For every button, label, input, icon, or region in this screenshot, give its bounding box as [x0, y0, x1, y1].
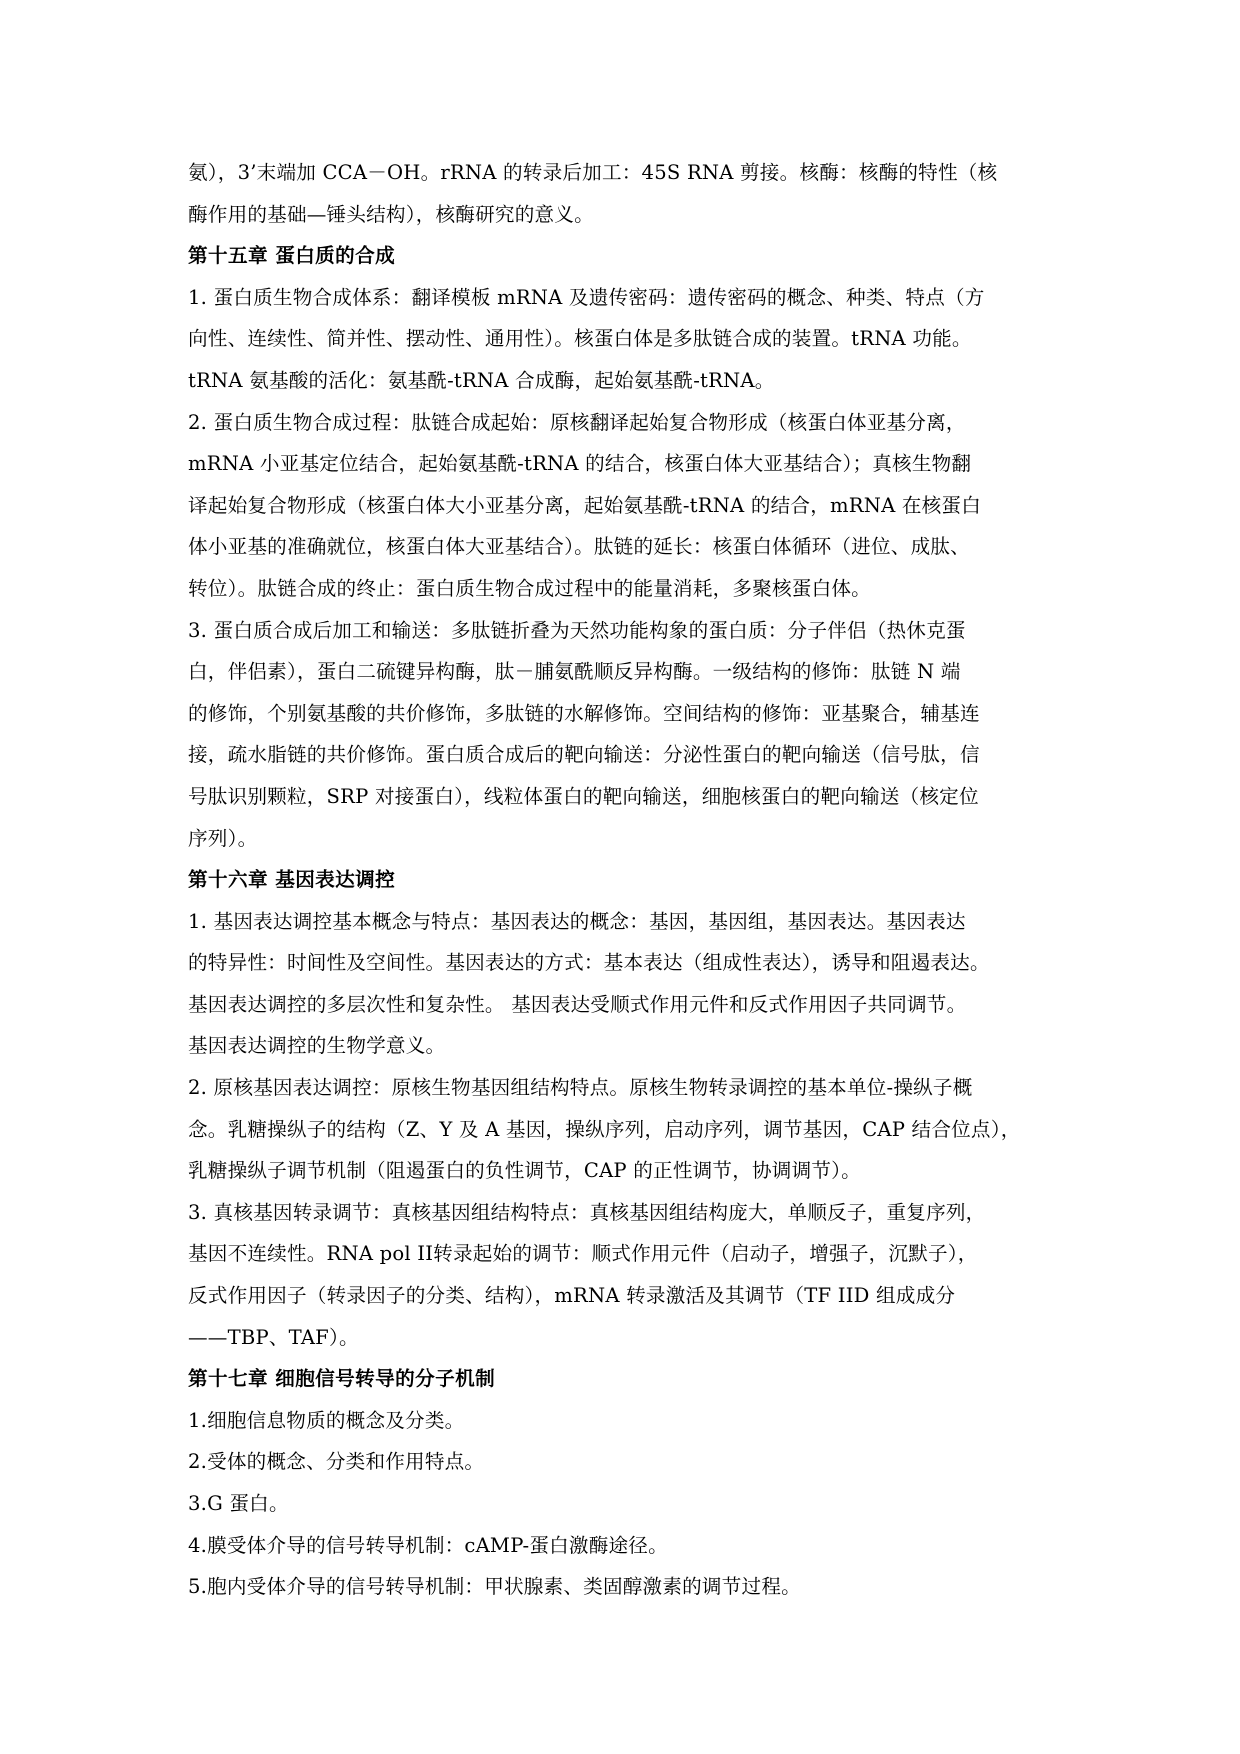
text-line: 2. 原核基因表达调控：原核生物基因组结构特点。原核生物转录调控的基本单位-操纵子概: [188, 1076, 973, 1100]
text-line: mRNA 小亚基定位结合，起始氨基酰-tRNA 的结合，核蛋白体大亚基结合）；真核生物翻: [188, 452, 972, 476]
text-line: 3. 真核基因转录调节：真核基因组结构特点：真核基因组结构庞大，单顺反子，重复序列，: [188, 1200, 986, 1224]
text-line: 号肽识别颗粒，SRP 对接蛋白），线粒体蛋白的靶向输送，细胞核蛋白的靶向输送（核定位: [188, 784, 979, 808]
chapter-heading: 第十五章 蛋白质的合成: [188, 244, 396, 268]
text-line: 5.胞内受体介导的信号转导机制：甲状腺素、类固醇激素的调节过程。: [188, 1575, 801, 1599]
text-line: tRNA 氨基酸的活化：氨基酰-tRNA 合成酶，起始氨基酰-tRNA。: [188, 368, 775, 392]
text-line: ——TBP、TAF）。: [188, 1325, 359, 1349]
text-line: 酶作用的基础—锤头结构），核酶研究的意义。: [188, 202, 594, 226]
text-line: 3.G 蛋白。: [188, 1492, 289, 1515]
text-line: 转位）。肽链合成的终止：蛋白质生物合成过程中的能量消耗，多聚核蛋白体。: [188, 576, 871, 600]
text-line: 念。乳糖操纵子的结构（Z、Y 及 A 基因，操纵序列，启动序列，调节基因，CAP 结合位点），: [188, 1117, 1021, 1141]
text-line: 向性、连续性、简并性、摆动性、通用性）。核蛋白体是多肽链合成的装置。tRNA 功能。: [188, 327, 972, 351]
text-line: 白，伴侣素），蛋白二硫键异构酶，肽－脯氨酰顺反异构酶。一级结构的修饰：肽链 N 端: [188, 660, 961, 684]
text-line: 氨），3’末端加 CCA－OH。rRNA 的转录后加工：45S RNA 剪接。核酶：核酶的特性（核: [188, 161, 998, 184]
text-line: 的修饰，个别氨基酸的共价修饰，多肽链的水解修饰。空间结构的修饰：亚基聚合，辅基连: [188, 701, 980, 725]
chapter-heading: 第十七章 细胞信号转导的分子机制: [188, 1367, 496, 1391]
text-line: 乳糖操纵子调节机制（阻遏蛋白的负性调节，CAP 的正性调节，协调调节）。: [188, 1159, 861, 1183]
text-line: 基因表达调控的多层次性和复杂性。 基因表达受顺式作用元件和反式作用因子共同调节。: [188, 992, 967, 1016]
text-line: 1. 蛋白质生物合成体系：翻译模板 mRNA 及遗传密码：遗传密码的概念、种类、特点（方: [188, 285, 985, 309]
text-line: 接，疏水脂链的共价修饰。蛋白质合成后的靶向输送：分泌性蛋白的靶向输送（信号肽，信: [188, 743, 980, 767]
text-line: 2. 蛋白质生物合成过程：肽链合成起始：原核翻译起始复合物形成（核蛋白体亚基分离，: [188, 410, 966, 434]
text-line: 译起始复合物形成（核蛋白体大小亚基分离，起始氨基酰-tRNA 的结合，mRNA 在核蛋白: [188, 493, 982, 517]
text-line: 基因表达调控的生物学意义。: [188, 1034, 446, 1058]
text-line: 1. 基因表达调控基本概念与特点：基因表达的概念：基因，基因组，基因表达。基因表达: [188, 909, 966, 933]
text-line: 3. 蛋白质合成后加工和输送：多肽链折叠为天然功能构象的蛋白质：分子伴侣（热休克蛋: [188, 618, 966, 642]
text-line: 1.细胞信息物质的概念及分类。: [188, 1408, 465, 1432]
text-line: 4.膜受体介导的信号转导机制：cAMP-蛋白激酶途径。: [188, 1533, 668, 1557]
text-line: 体小亚基的准确就位，核蛋白体大亚基结合）。肽链的延长：核蛋白体循环（进位、成肽、: [188, 535, 970, 559]
chapter-heading: 第十六章 基因表达调控: [188, 868, 396, 892]
text-line: 的特异性：时间性及空间性。基因表达的方式：基本表达（组成性表达），诱导和阻遏表达。: [188, 951, 990, 975]
text-line: 2.受体的概念、分类和作用特点。: [188, 1450, 485, 1474]
text-line: 反式作用因子（转录因子的分类、结构），mRNA 转录激活及其调节（TF IID 组成成分: [188, 1284, 956, 1308]
text-line: 基因不连续性。RNA pol II转录起始的调节：顺式作用元件（启动子，增强子，沉默子），: [188, 1242, 978, 1266]
document-page: [188, 152, 1060, 1608]
text-line: 序列）。: [188, 826, 258, 850]
